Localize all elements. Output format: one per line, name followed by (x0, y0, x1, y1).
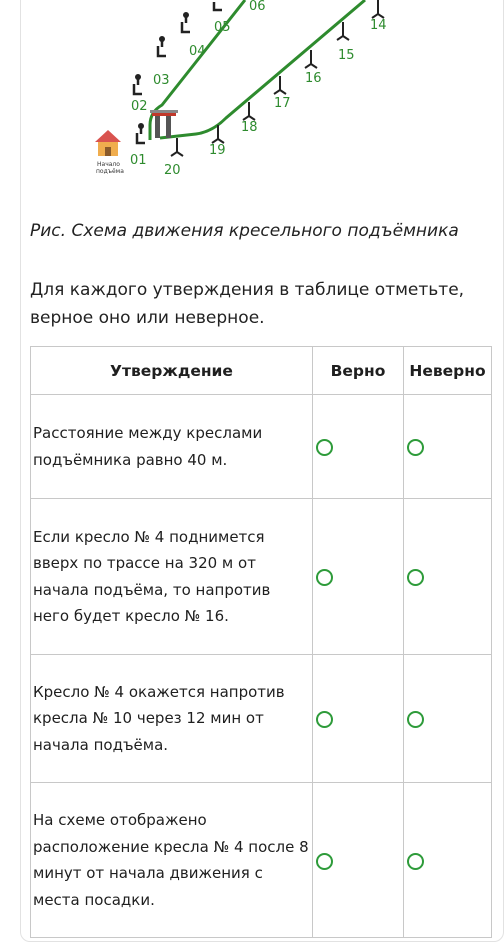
radio-true-4[interactable] (316, 853, 333, 870)
svg-text:20: 20 (164, 163, 181, 178)
radio-true-1[interactable] (316, 439, 333, 456)
chair-02 (131, 74, 148, 114)
header-false: Неверно (404, 347, 492, 395)
chair-15 (337, 22, 355, 63)
chair-05 (214, 2, 231, 35)
option-cell-false (404, 499, 492, 655)
svg-text:17: 17 (274, 96, 291, 111)
radio-true-2[interactable] (316, 569, 333, 586)
table-row (31, 655, 492, 783)
chairlift-diagram (0, 0, 504, 190)
chair-16 (305, 50, 322, 86)
option-cell-false (404, 395, 492, 499)
chair-20 (164, 138, 183, 178)
option-cell-true (313, 783, 404, 938)
table-row (31, 499, 492, 655)
chair-06 (249, 0, 266, 14)
station-icon (150, 110, 178, 138)
svg-text:18: 18 (241, 120, 258, 135)
house-icon (95, 130, 121, 156)
figure-caption: Рис. Схема движения кресельного подъёмника (30, 221, 459, 241)
table-row (31, 395, 492, 499)
header-statement: Утверждение (31, 347, 313, 395)
statement-text: На схеме отображено расположение кресла № 4 после 8 минут от начала движения с места посадки. (31, 783, 313, 938)
header-true: Верно (313, 347, 404, 395)
svg-text:04: 04 (189, 44, 206, 59)
option-cell-true (313, 499, 404, 655)
svg-text:15: 15 (338, 48, 355, 63)
chair-04 (182, 12, 206, 59)
option-cell-false (404, 783, 492, 938)
svg-text:01: 01 (130, 153, 147, 168)
svg-text:03: 03 (153, 73, 170, 88)
svg-text:19: 19 (209, 143, 226, 158)
option-cell-false (404, 655, 492, 783)
radio-true-3[interactable] (316, 711, 333, 728)
radio-false-1[interactable] (407, 439, 424, 456)
start-label-line1: Начало (97, 161, 120, 168)
svg-text:02: 02 (131, 99, 148, 114)
statement-text: Расстояние между креслами подъёмника равно 40 м. (31, 395, 313, 499)
chair-01 (130, 123, 147, 168)
radio-false-4[interactable] (407, 853, 424, 870)
svg-text:06: 06 (249, 0, 266, 14)
chair-17 (274, 76, 291, 111)
statement-text: Кресло № 4 окажется напротив кресла № 10 через 12 мин от начала подъёма. (31, 655, 313, 783)
chair-18 (241, 102, 258, 135)
radio-false-2[interactable] (407, 569, 424, 586)
chair-14 (370, 0, 387, 33)
svg-text:05: 05 (214, 20, 231, 35)
cable-up-line (150, 0, 245, 140)
statement-text: Если кресло № 4 поднимется вверх по трассе на 320 м от начала подъёма, то напротив него будет кресло № 16. (31, 499, 313, 655)
statements-table (30, 346, 492, 938)
task-instruction: Для каждого утверждения в таблице отметьте, верное оно или неверное. (30, 280, 465, 328)
chair-03 (153, 36, 170, 88)
svg-text:16: 16 (305, 71, 322, 86)
table-header-row (31, 347, 492, 395)
option-cell-true (313, 395, 404, 499)
radio-false-3[interactable] (407, 711, 424, 728)
option-cell-true (313, 655, 404, 783)
svg-text:14: 14 (370, 18, 387, 33)
table-row (31, 783, 492, 938)
start-label-line2: подъёма (96, 168, 124, 175)
